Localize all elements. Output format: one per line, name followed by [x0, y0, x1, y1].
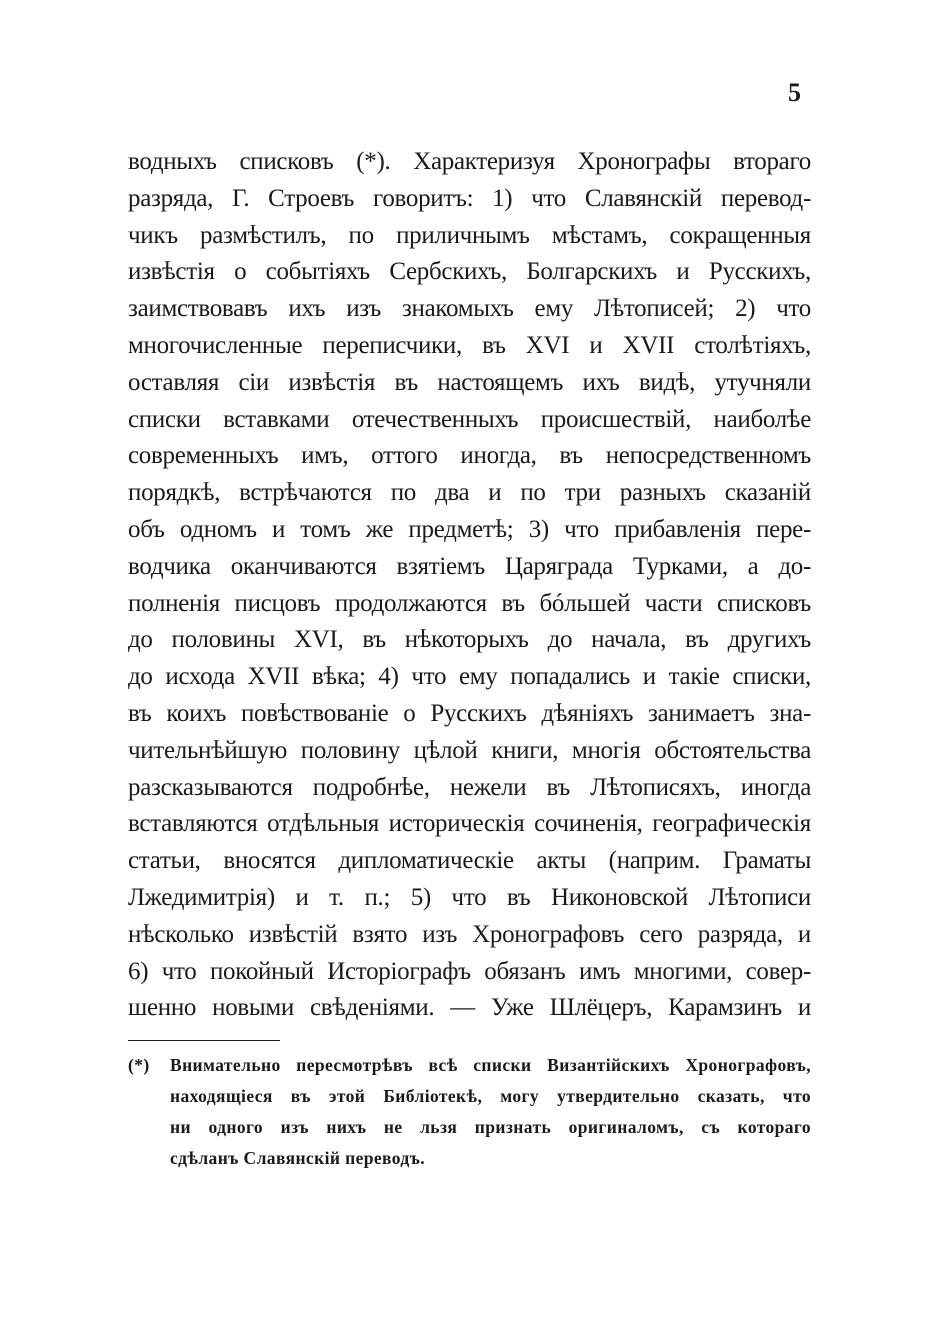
- page-number: 5: [788, 78, 801, 107]
- body-line: статьи, вносятся дипломатическіе акты (наприм. Граматы: [128, 847, 811, 875]
- body-line: водчика оканчиваются взятіемъ Царяграда Турками, а до-: [128, 552, 811, 580]
- body-line: списки вставками отечественныхъ происшествій, наиболѣе: [128, 405, 811, 433]
- body-line: оставляя сіи извѣстія въ настоящемъ ихъ видѣ, утучняли: [128, 368, 811, 396]
- body-line: нѣсколько извѣстій взято изъ Хронографовъ сего разряда, и: [128, 920, 811, 948]
- body-line: до исхода XVII вѣка; 4) что ему попадались и такіе списки,: [128, 663, 811, 691]
- footnote-line: ни одного изъ нихъ не льзя признать оригиналомъ, съ котораго: [170, 1117, 811, 1137]
- body-line: въ коихъ повѣствованіе о Русскихъ дѣяніяхъ занимаетъ зна-: [128, 699, 811, 727]
- body-text: [128, 144, 811, 1027]
- body-line: порядкѣ, встрѣчаются по два и по три разныхъ сказаній: [128, 479, 811, 507]
- body-line: до половины XVI, въ нѣкоторыхъ до начала, въ другихъ: [128, 626, 811, 654]
- body-line: шенно новыми свѣденіями. — Уже Шлёцеръ, Карамзинъ и: [128, 994, 811, 1022]
- body-line: объ одномъ и томъ же предметѣ; 3) что прибавленія пере-: [128, 515, 811, 543]
- body-line: извѣстія о событіяхъ Сербскихъ, Болгарскихъ и Русскихъ,: [128, 258, 811, 286]
- body-line: многочисленные переписчики, въ XVI и XVII столѣтіяхъ,: [128, 331, 811, 359]
- body-line: заимствовавъ ихъ изъ знакомыхъ ему Лѣтописей; 2) что: [128, 295, 811, 323]
- body-line: разсказываются подробнѣе, нежели въ Лѣтописяхъ, иногда: [128, 773, 811, 801]
- footnote-line-text: Внимательно пересмотрѣвъ всѣ списки Византійскихъ Хронографовъ,: [170, 1055, 811, 1075]
- footnote-marker: (*): [128, 1055, 150, 1075]
- footnote-line: находящіеся въ этой Библіотекѣ, могу утвердительно сказать, что: [170, 1086, 811, 1106]
- body-line: чительнѣйшую половину цѣлой книги, многія обстоятельства: [128, 736, 811, 764]
- body-line: современныхъ имъ, оттого иногда, въ непосредственномъ: [128, 442, 811, 470]
- footnote: [128, 1050, 811, 1174]
- body-line: 6) что покойный Исторіографъ обязанъ имъ многими, совер-: [128, 957, 811, 985]
- body-line: Лжедимитрія) и т. п.; 5) что въ Никоновской Лѣтописи: [128, 883, 811, 911]
- body-line: разряда, Г. Строевъ говоритъ: 1) что Славянскій перевод-: [128, 184, 811, 212]
- body-line: вставляются отдѣльныя историческія сочиненія, географическія: [128, 810, 811, 838]
- body-line: чикъ размѣстилъ, по приличнымъ мѣстамъ, сокращенныя: [128, 221, 811, 249]
- footnote-line: сдѣланъ Славянскій переводъ.: [170, 1148, 426, 1168]
- footnote-line: [128, 1050, 811, 1081]
- footnote-divider: [128, 1040, 280, 1041]
- body-line: полненія писцовъ продолжаются въ бóльшей части списковъ: [128, 589, 811, 617]
- body-line: водныхъ списковъ (*). Характеризуя Хронографы втораго: [128, 148, 811, 175]
